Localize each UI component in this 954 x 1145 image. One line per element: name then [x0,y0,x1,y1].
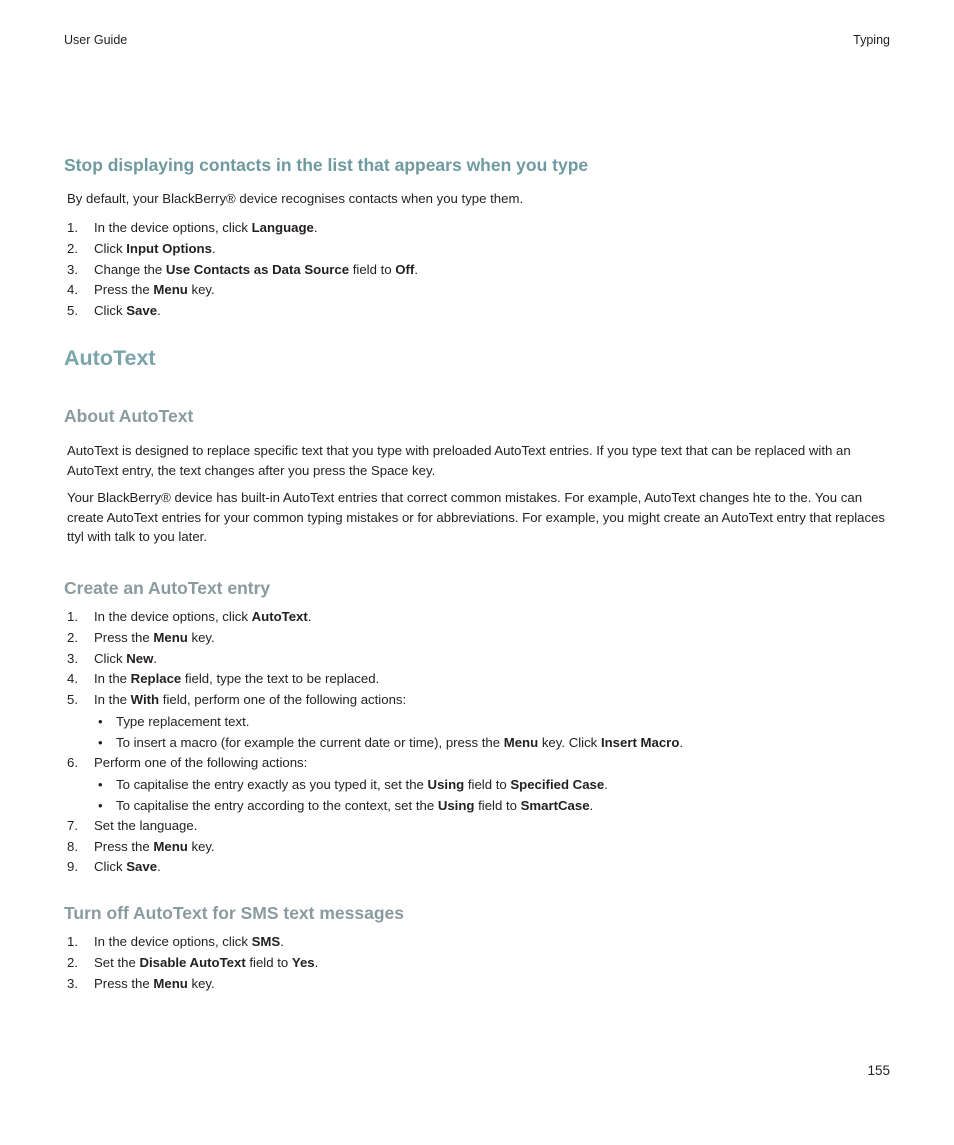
list-item: 3. Click New. [67,649,893,670]
bullet-item: • To insert a macro (for example the current date or time), press the Menu key. Click Insert Macro. [116,732,893,753]
running-header-right: Typing [853,33,890,47]
step-number: 8. [67,838,78,854]
list-item: 7. Set the language. [67,816,893,837]
section-intro: By default, your BlackBerry® device recognises contacts when you type them. [67,191,524,206]
bullet-item: • To capitalise the entry exactly as you typed it, set the Using field to Specified Case. [116,774,893,795]
steps-list-sms [67,932,893,994]
section-heading-about-autotext: About AutoText [64,406,194,426]
list-item: 1. In the device options, click AutoText. [67,607,893,628]
list-item: 2. Click Input Options. [67,239,893,260]
steps-list-create-autotext [67,607,893,878]
list-item: 2. Set the Disable AutoText field to Yes. [67,953,893,974]
list-item: 2. Press the Menu key. [67,628,893,649]
section-heading-create-autotext: Create an AutoText entry [64,578,271,598]
bullet-glyph: • [98,734,103,750]
about-paragraph-2: Your BlackBerry® device has built-in AutoText entries that correct common mistakes. For example, AutoText changes hte to the. You can create AutoText entries for your common typing mistakes or for abbreviations. For example, you might create an AutoText entry that replaces ttyl with talk to you later. [67,490,886,544]
step-number: 1. [67,934,78,949]
about-paragraph-1: AutoText is designed to replace specific text that you type with preloaded AutoText entries. If you type text that can be replaced with an AutoText entry, the text changes after you press the Space key. [67,443,851,478]
step-number: 3. [67,261,78,277]
list-item: 3. Press the Menu key. [67,974,893,995]
sub-bullet-list [94,711,893,753]
step-number: 9. [67,859,78,875]
list-item: 9. Click Save. [67,857,893,878]
step-number: 2. [67,629,78,645]
step-number: 4. [67,282,78,298]
running-header-left: User Guide [64,33,128,47]
bullet-item: • Type replacement text. [116,711,893,732]
step-number: 4. [67,671,78,687]
chapter-heading-autotext: AutoText [64,346,156,370]
list-item: 5. In the With field, perform one of the following actions: • Type replacement text. • To insert a macro (for example the current date or time), press the Menu key. Click Insert Macro. [67,690,893,753]
list-item: 1. In the device options, click Language. [67,218,893,239]
list-item: 3. Change the Use Contacts as Data Source field to Off. [67,260,893,281]
step-number: 3. [67,975,78,991]
section-heading-stop-displaying-contacts: Stop displaying contacts in the list that appears when you type [64,155,589,175]
sub-bullet-list [94,774,893,816]
bullet-glyph: • [98,797,103,813]
step-number: 1. [67,609,78,624]
step-number: 2. [67,954,78,970]
bullet-glyph: • [98,776,103,792]
page-number: 155 [867,1063,890,1078]
step-number: 3. [67,650,78,666]
list-item: 1. In the device options, click SMS. [67,932,893,953]
list-item: 5. Click Save. [67,301,893,322]
section-heading-turn-off-autotext-sms: Turn off AutoText for SMS text messages [64,903,404,923]
bullet-item: • To capitalise the entry according to the context, set the Using field to SmartCase. [116,795,893,816]
steps-list-stop-contacts [67,218,893,322]
step-number: 7. [67,817,78,833]
step-number: 5. [67,692,78,708]
step-number: 6. [67,754,78,770]
list-item: 8. Press the Menu key. [67,837,893,858]
list-item: 4. Press the Menu key. [67,280,893,301]
step-number: 2. [67,240,78,256]
step-number: 1. [67,220,78,235]
list-item: 6. Perform one of the following actions: • To capitalise the entry exactly as you typed it, set the Using field to Specified Case. • To capitalise the entry according to the context, set the Using field to SmartCase. [67,753,893,816]
bullet-glyph: • [98,713,103,729]
list-item: 4. In the Replace field, type the text to be replaced. [67,669,893,690]
step-number: 5. [67,303,78,319]
